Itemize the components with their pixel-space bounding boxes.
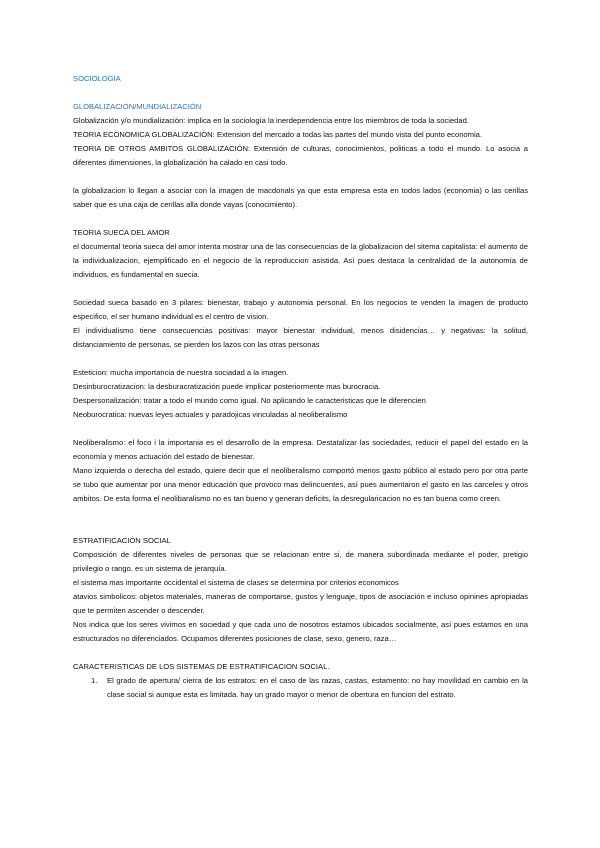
paragraph: Sociedad sueca basado en 3 pilares: bienestar, trabajo y autonomia personal. En los negocios te venden la imagen de producto especifico, el ser humano individual es el centro de vision. [73,298,528,321]
paragraph: TEORIA DE OTROS AMBITOS GLOBALIZACIÓN: Extensión de culturas, conocimientos, politicas a todo el mundo. Lo asocia a diferentes dimensiones, la globalización ha calado en casi todo. [73,144,528,167]
paragraph: la globalizacion lo llegan a asociar con la imagen de macdonals ya que esta empresa esta en todos lados (economia) o las cerillas saber que es una caja de cerillas alla donde vayas (conocimiento). [73,186,528,209]
paragraph: Mano izquierda o derecha del estado, quiere decir que el neoliberalismo comportó menos gasto público al estado pero por otra parte se tubo que aumentar por una menor educación que provoco mas delincuentes, así pues aumentaron el gasto en las carceles y otros ambitos. De esta forma el neolibaralismo no es tan bueno y generan deficits, la desregularicacion no es tan buena como creen. [73,466,528,503]
paragraph: atavios simbolicos: objetos materiales, maneras de comportarse, gustos y lenguaje, tipos de asociación e incluso opinines apropiadas que te permiten ascender o descender. [73,592,528,615]
section-heading-estratificacion: ESTRATIFICACIÓN SOCIAL [73,536,171,545]
section-heading-caracteristicas: CARACTERISTICAS DE LOS SISTEMAS DE ESTRATIFICACION SOCIAL. [73,662,330,671]
paragraph: Neoburocratica: nuevas leyes actuales y paradojicas vinculadas al neoliberalismo [73,410,348,419]
paragraph: el sistema mas importante occidental el sistema de clases se determina por criterios economicos [73,578,399,587]
paragraph: Nos indica que los seres vivimos en sociedad y que cada uno de nosotros estamos ubicados socialmente, así pues estamos en una estructurados no diferenciados. Ocupamos diferentes posiciones de clase, sexo, genero, raza… [73,620,528,643]
document-title: SOCIOLOGIA [73,74,121,83]
paragraph: Globalización y/o mundialización: implica en la sociología la inerdependencia entre los miembros de toda la sociedad. [73,116,469,125]
paragraph: Composición de diferentes niveles de personas que se relacionan entre si, de manera subordinada mediante el poder, pretigio privilegio o rango. es un sistema de jerarquía. [73,550,528,573]
paragraph: TEORIA ECONOMICA GLOBALIZACIÓN: Extension del mercado a todas las partes del mundo vista del punto economia. [73,130,482,139]
paragraph: Despersonalización: tratar a todo el mundo como igual. No aplicando le caracteristicas que le diferencien [73,396,426,405]
section-heading-globalizacion: GLOBALIZACIÓN/MUNDIALIZACIÓN [73,102,202,111]
characteristics-list [73,674,528,702]
paragraph: Neoliberalismo: el foco i la importania es el desarrollo de la empresa. Destatalizar las sociedades, reducir el papel del estado en la economía y menos actuación del estado de bienestar. [73,438,528,461]
paragraph: El individualismo tiene consecuencias positivas: mayor bienestar individual, menos disidencias… y negativas: la solitud, distanciamiento de personas, se pierden los lazos con las otras personas [73,326,528,349]
paragraph: Desinburocratizacion: la desburacratización puede implicar posteriormente mas burocracia. [73,382,381,391]
paragraph: Esteticion: mucha importancia de nuestra sociadad a la imagen. [73,368,289,377]
paragraph: el documental teoria sueca del amor intenta mostrar una de las consecuencias de la globalizacion del sitema capitalista: el aumento de la individualizacion, ejemplificado en el negocio de la reproduccion asistida. Así pues destaca la centralidad de la autonomía de individuos, es fundamental en suecia. [73,242,528,279]
section-heading-teoria-sueca: TEORIA SUECA DEL AMOR [73,228,170,237]
list-item [73,674,528,702]
list-item-number: 1. [91,676,98,685]
list-item-text: El grado de apertura/ cierra de los estratos: en el caso de las razas, castas, estamento: no hay movilidad en cambio en la clase social si aunque esta es limitada. hay un grado mayor o menor de obertura en funcion del estrato. [107,676,528,699]
document-body [73,0,528,702]
